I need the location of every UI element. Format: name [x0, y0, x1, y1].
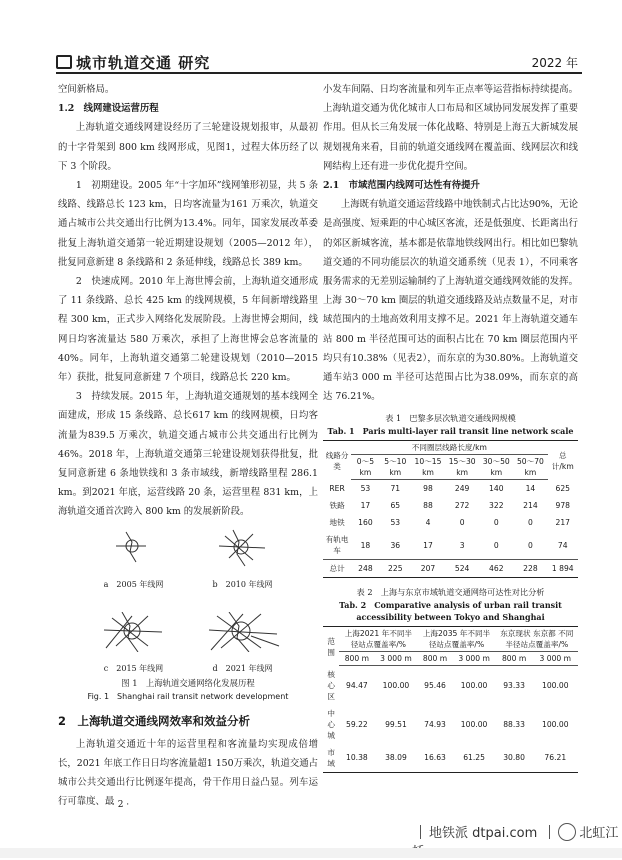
- table-2: [323, 626, 578, 773]
- table-cell: 17: [360, 501, 371, 511]
- table-cell: 3: [459, 540, 465, 550]
- map-caption: b 2010 年线网: [212, 579, 273, 589]
- table-col-header: 3 000 m: [453, 652, 496, 666]
- table-cell: 100.00: [542, 681, 569, 691]
- table-cell: 18: [360, 540, 371, 550]
- table-cell: 0: [459, 518, 465, 528]
- table-cell: 100.00: [542, 719, 569, 729]
- table-cell: 4: [425, 518, 431, 528]
- table-corner: 范围: [327, 636, 335, 657]
- row-label: 核心区: [327, 669, 335, 701]
- watermark-domain: dtpai.com: [472, 826, 538, 841]
- paragraph: 2 快速成网。2010 年上海世博会前，上海轨道交通形成了 11 条线路、总长 425 km 的线网规模，5 年间新增线路里程 300 km，正式步入网络化发展阶段。上海世博会期间，线网日均客流量达 580 万乘次，承担了上海世博会总客流量的 40%。同年，上海轨道交通第二轮建设规划（2010—2015 年）获批，批复同意新建 7 个项目，线路总长 220 km。: [58, 276, 318, 384]
- paragraph: 1 初期建设。2005 年“十字加环”线网雏形初显，共 5 条线路、线路总长 123 km，日均客流量为161 万乘次，轨道交通占城市公共交通出行比例为13.4%。同年，国家发展改革委批复上海轨道交通第一轮近期建设规划（2005—2012 年），批复同意新建 8 条线路和 2 条延伸线，线路总长 389 km。: [58, 180, 318, 268]
- journal-title: 城市轨道交通 研究: [76, 54, 211, 72]
- table-cell: 10.38: [346, 753, 368, 763]
- table-col-header: 5～10 km: [380, 455, 411, 480]
- network-map-2005: [82, 528, 185, 589]
- table-total-header: 总计/km: [551, 450, 574, 471]
- table-cell: 14: [525, 484, 536, 494]
- watermark-brand: 地铁派: [429, 826, 469, 841]
- table-cell: 88.33: [503, 719, 525, 729]
- table-cell: 100.00: [460, 719, 488, 729]
- paragraph: 上海既有轨道交通运营线路中地铁制式占比达90%，无论是高强度、短乘距的中心城区客流，还是低强度、长距离出行的郊区新城客流，基本都是依靠地铁线网出行。相比如巴黎轨道交通的不同功能层次的轨道交通系统（见表 1），不同乘客服务需求的无差别运输制约了上海轨道交通线网效能的发挥。上海 30～70 km 圈层的轨道交通线路及站点数量不足，对市域范围内的土地高效利用支撑不足。2021 年上海轨道交通车站 800 m 半径范围可达的面积占比在 70 km 圈层范围内平均只有10.38%（见表2），而东京的为30.80%。上海轨道交通车站3 000 m 半径可达范围占比为38.09%，而东京的高达 76.21%。: [323, 199, 578, 403]
- table-cell: 524: [445, 560, 479, 578]
- table-cell: 225: [380, 560, 411, 578]
- row-label: 铁路: [329, 501, 345, 511]
- table-col-header: 10～15 km: [411, 455, 445, 480]
- table-cell: 160: [358, 518, 373, 528]
- table-1-caption-cn: 表 1 巴黎多层次轨道交通线网规模: [385, 413, 516, 424]
- bottom-strip: [0, 848, 622, 858]
- paragraph: 空间新格局。: [58, 84, 115, 95]
- figure-caption-cn: 图 1 上海轨道交通网络化发展历程: [121, 677, 255, 688]
- table-row: [323, 480, 578, 498]
- table-col-header: 800 m: [339, 652, 374, 666]
- table-cell: 140: [489, 484, 504, 494]
- table-cell: 99.51: [385, 719, 407, 729]
- table-cell: 95.46: [424, 681, 446, 691]
- map-caption: c 2015 年线网: [103, 663, 164, 673]
- table-row: [323, 705, 578, 744]
- watermark-account: 北虹江: [579, 826, 619, 841]
- table-group-header: 东京现状 东京都 不同半径站点覆盖率/%: [496, 627, 578, 652]
- table-cell: 98: [423, 484, 433, 494]
- row-label: 地铁: [329, 518, 345, 528]
- table-row: [323, 666, 578, 705]
- journal-logo-icon: [56, 55, 72, 69]
- table-cell: 17: [423, 540, 433, 550]
- section-heading-1-2: 1.2 线网建设运营历程: [58, 103, 159, 115]
- table-2-caption-en: Tab. 2 Comparative analysis of urban rail transit accessibility between Tokyo and Shanghai: [339, 600, 562, 623]
- table-2-caption-cn: 表 2 上海与东京市域轨道交通网络可达性对比分析: [356, 587, 545, 598]
- map-caption: a 2005 年线网: [103, 579, 164, 589]
- table-col-header: 3 000 m: [374, 652, 417, 666]
- table-group-header: 不同圈层线路长度/km: [351, 441, 547, 455]
- figure-1-maps: [82, 528, 294, 673]
- table-cell: 61.25: [463, 753, 485, 763]
- table-cell: 322: [489, 501, 504, 511]
- table-col-header: 800 m: [417, 652, 452, 666]
- table-row: [323, 497, 578, 514]
- table-cell: 0: [528, 518, 533, 528]
- table-cell: 65: [390, 501, 401, 511]
- left-column: [58, 80, 318, 811]
- table-1: [323, 440, 578, 578]
- right-column: [323, 80, 578, 773]
- table-col-header: 800 m: [496, 652, 533, 666]
- section-heading-2-1: 2.1 市域范围内线网可达性有待提升: [323, 180, 480, 192]
- paragraph: 上海轨道交通近十年的运营里程和客流量均实现成倍增长，2021 年底工作日日均客流量超1 150万乘次，轨道交通占城市公共交通出行比例逐年提高，骨干作用日益凸显。列车运行可靠度、最: [58, 738, 318, 808]
- table-row: [323, 744, 578, 773]
- table-row: [323, 514, 578, 531]
- divider: [549, 825, 550, 839]
- row-label: 有轨电车: [325, 535, 349, 556]
- row-label: 中心城: [327, 708, 335, 740]
- journal-brand: [56, 52, 210, 73]
- table-cell: 0: [493, 518, 499, 528]
- table-corner: 线路分类: [325, 450, 349, 471]
- table-cell: 38.09: [385, 753, 407, 763]
- table-cell: 1 894: [548, 560, 579, 578]
- table-cell: 94.47: [346, 681, 368, 691]
- table-cell: 0: [493, 540, 499, 550]
- figure-caption-en: Fig. 1 Shanghai rail transit network development: [87, 691, 289, 701]
- table-total-row: [323, 560, 578, 578]
- table-cell: 100.00: [382, 681, 410, 691]
- paragraph: 上海轨道交通线网建设经历了三轮建设规划报审，从最初的十字骨架到 800 km 线网形成，见图1，过程大体历经了以下 3 个阶段。: [58, 122, 318, 172]
- table-cell: 625: [555, 484, 570, 494]
- page-number: · 2 ·: [112, 800, 130, 810]
- table-cell: 71: [390, 484, 401, 494]
- section-heading-2: 2 上海轨道交通线网效率和效益分析: [58, 713, 250, 728]
- table-cell: 76.21: [544, 753, 567, 763]
- table-1-caption-en: Tab. 1 Paris multi-layer rail transit line network scale: [327, 426, 574, 437]
- paragraph: 小发车间隔、日均客流量和列车正点率等运营指标持续提高。上海轨道交通为优化城市人口布局和区域协同发展发挥了重要作用。但从长三角发展一体化战略、特别是上海五大新城发展规划视角来看，目前的轨道交通线网在覆盖面、线网层次和线网结构上还有进一步优化提升空间。: [323, 84, 578, 172]
- table-col-header: 30～50 km: [479, 455, 513, 480]
- table-cell: 74: [557, 540, 568, 550]
- paragraph: 3 持续发展。2015 年，上海轨道交通规划的基本线网全面建成，形成 15 条线路、总长617 km 的线网规模，日均客流量为839.5 万乘次，轨道交通占城市公共交通出行比例为 46%。2018 年，上海轨道交通第三轮建设规划获得批复，批复同意新建 6 条地铁线和 3 条市域线，新增线路里程 286.1 km。到2021 年底，运营线路 20 条，运营里程 831 km，上海轨道交通首次跨入 800 km 的发展新阶段。: [58, 391, 318, 518]
- table-cell: 248: [351, 560, 379, 578]
- table-cell: 249: [454, 484, 470, 494]
- table-cell: 30.80: [503, 753, 525, 763]
- map-caption: d 2021 年线网: [212, 663, 273, 673]
- table-cell: 53: [390, 518, 401, 528]
- table-col-header: 0～5 km: [351, 455, 379, 480]
- table-cell: 214: [523, 501, 538, 511]
- table-cell: 462: [479, 560, 513, 578]
- table-cell: 217: [555, 518, 570, 528]
- table-row: [323, 531, 578, 560]
- table-cell: 88: [423, 501, 433, 511]
- network-map-2010: [191, 528, 294, 589]
- table-cell: 100.00: [460, 681, 488, 691]
- network-map-2021: [191, 612, 294, 673]
- table-col-header: 3 000 m: [533, 652, 578, 666]
- table-cell: 228: [513, 560, 547, 578]
- wechat-logo-icon: [558, 823, 576, 841]
- table-cell: 207: [411, 560, 445, 578]
- row-label: 总计: [323, 560, 351, 578]
- table-cell: 978: [555, 501, 570, 511]
- table-group-header: 上海2035 年不同半径站点覆盖率/%: [417, 627, 495, 652]
- table-cell: 272: [454, 501, 470, 511]
- running-header: [56, 52, 582, 74]
- network-map-2015: [82, 612, 185, 673]
- row-label: RER: [329, 484, 345, 494]
- table-group-header: 上海2021 年不同半径站点覆盖率/%: [339, 627, 417, 652]
- table-cell: 0: [528, 540, 533, 550]
- issue-year: 2022 年: [531, 56, 578, 70]
- table-cell: 36: [390, 540, 401, 550]
- table-cell: 59.22: [346, 719, 368, 729]
- table-cell: 16.63: [424, 753, 446, 763]
- table-col-header: 50～70 km: [513, 455, 547, 480]
- table-cell: 53: [360, 484, 371, 494]
- table-cell: 74.93: [424, 719, 446, 729]
- row-label: 市域: [327, 747, 335, 768]
- table-col-header: 15～30 km: [445, 455, 479, 480]
- table-cell: 93.33: [503, 681, 525, 691]
- divider: [420, 825, 421, 839]
